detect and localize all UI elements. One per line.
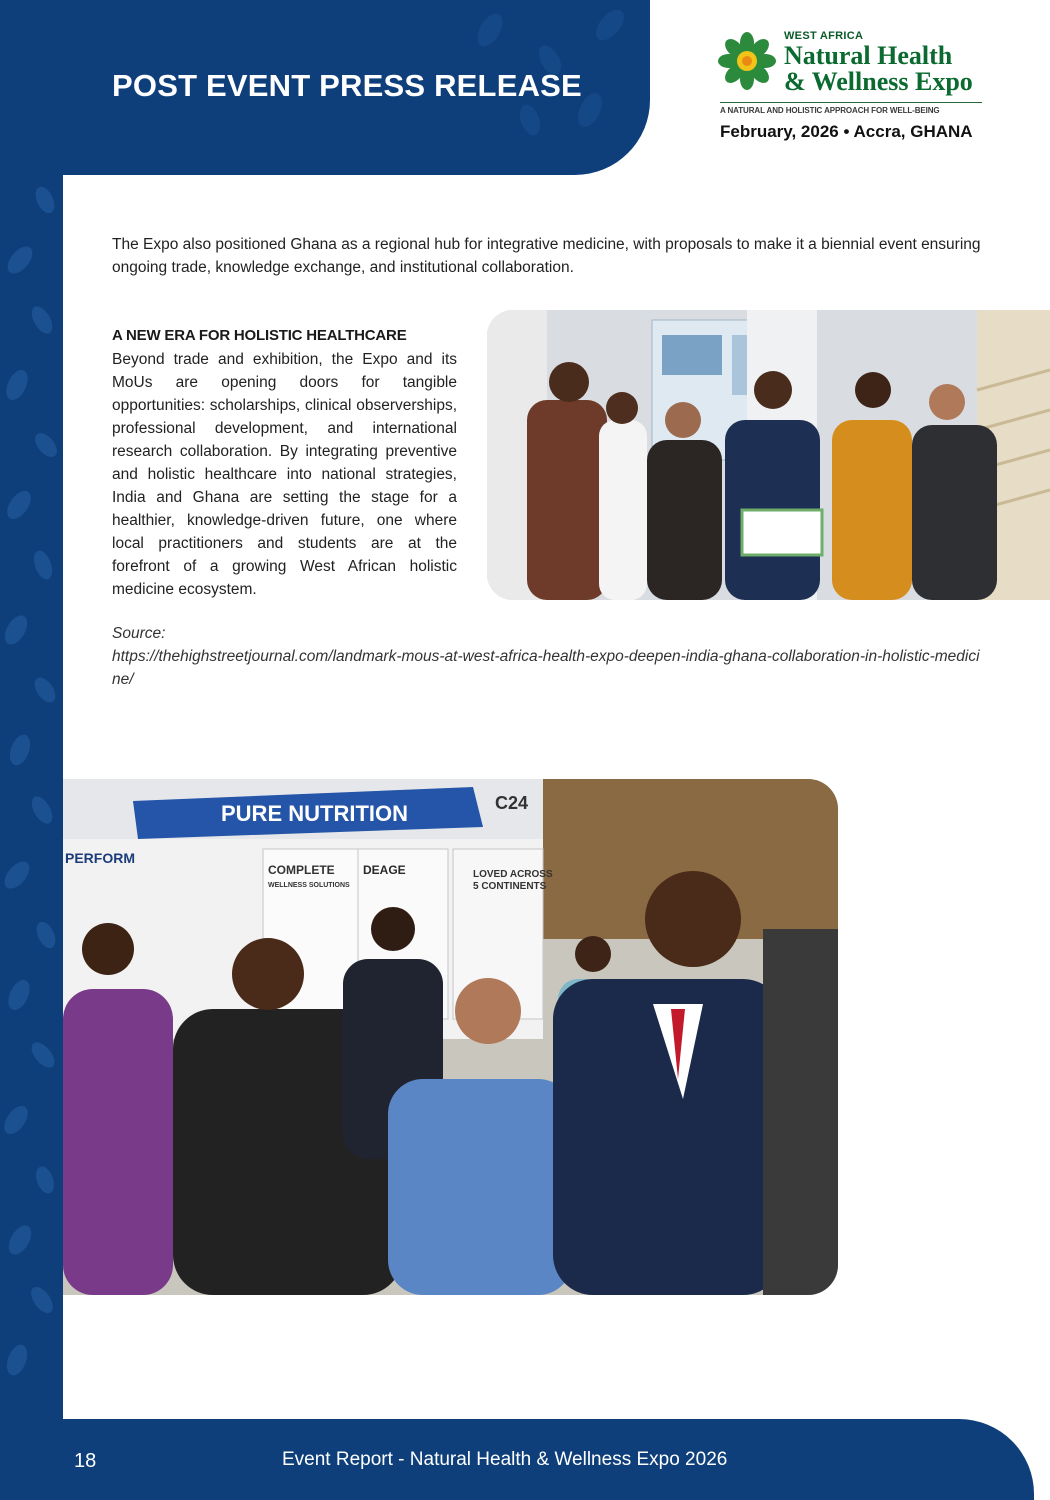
source-label: Source:	[112, 625, 166, 642]
logo-divider	[720, 102, 982, 103]
booth-banner-text: PURE NUTRITION	[221, 801, 408, 826]
booth-sign-perform: PERFORM	[65, 850, 135, 866]
source-citation	[112, 622, 982, 691]
header-banner	[0, 0, 650, 175]
booth-sign-complete: COMPLETE	[268, 863, 335, 877]
booth-visit-photo	[63, 779, 838, 1295]
booth-photo-image	[63, 779, 838, 1295]
event-date-location: February, 2026 • Accra, GHANA	[720, 122, 973, 141]
booth-sign-wellness: WELLNESS SOLUTIONS	[268, 882, 350, 889]
logo-tagline: A NATURAL AND HOLISTIC APPROACH FOR WELL-BEING	[720, 106, 940, 115]
logo-name-line2: & Wellness Expo	[784, 67, 973, 96]
group-photo-image	[487, 310, 1050, 600]
booth-sign-continents: 5 CONTINENTS	[473, 881, 547, 892]
booth-number-text: C24	[495, 793, 529, 813]
logo-name-line1: Natural Health	[784, 41, 953, 70]
source-link[interactable]: https://thehighstreetjournal.com/landmark-mous-at-west-africa-health-expo-deepen-india-ghana-collaboration-in-holistic-medicine/	[112, 648, 980, 688]
booth-sign-loved: LOVED ACROSS	[473, 869, 553, 880]
intro-paragraph: The Expo also positioned Ghana as a regional hub for integrative medicine, with proposals to make it a biennial event ensuring ongoing trade, knowledge exchange, and institutional collaboration.	[112, 236, 981, 276]
expo-logo	[716, 28, 986, 148]
flower-logo-icon	[718, 32, 776, 90]
section-paragraph: Beyond trade and exhibition, the Expo and its MoUs are opening doors for tangible opportunities: scholarships, clinical observerships, professional development, and international research collaboration. By integrating preventive and holistic healthcare into national strategies, India and Ghana are setting the stage for a healthier, knowledge-driven future, one where local practitioners and students are at the forefront of a growing West African holistic medicine ecosystem.	[112, 351, 457, 598]
certificate-presentation-photo	[487, 310, 1050, 600]
booth-sign-brand: DEAGE	[363, 863, 406, 877]
section-heading: A NEW ERA FOR HOLISTIC HEALTHCARE	[112, 327, 407, 344]
footer-title: Event Report - Natural Health & Wellness Expo 2026	[282, 1449, 728, 1470]
leaf-pattern-icon	[0, 0, 63, 1500]
side-decorative-strip	[0, 0, 63, 1500]
page-number: 18	[74, 1450, 97, 1472]
page-title: POST EVENT PRESS RELEASE	[112, 68, 582, 103]
logo-region: WEST AFRICA	[784, 30, 864, 42]
